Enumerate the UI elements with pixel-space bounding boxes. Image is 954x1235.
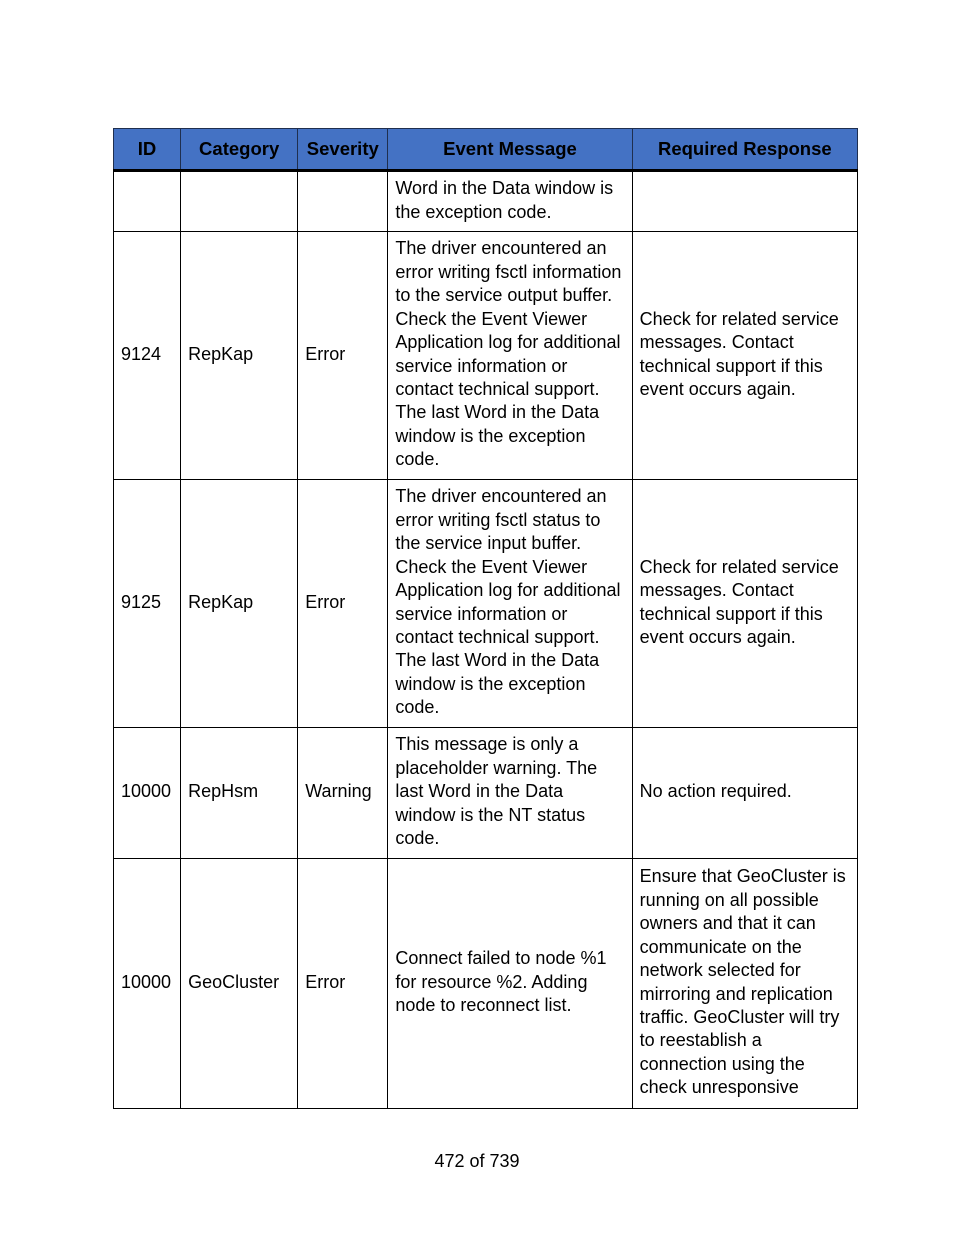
page-number: 472 of 739: [434, 1151, 520, 1171]
table-row: [114, 859, 858, 1109]
header-category: Category: [181, 129, 298, 171]
cell-severity: Error: [298, 859, 388, 1109]
header-severity: Severity: [298, 129, 388, 171]
table-header-row: [114, 129, 858, 171]
cell-required-response: [632, 171, 857, 232]
cell-id: 9125: [114, 480, 181, 728]
table-row: [114, 232, 858, 480]
cell-category: GeoCluster: [181, 859, 298, 1109]
cell-id: 10000: [114, 859, 181, 1109]
table-row: [114, 728, 858, 859]
cell-event-message: Word in the Data window is the exception code.: [388, 171, 632, 232]
cell-event-message: The driver encountered an error writing fsctl information to the service output buffer. Check the Event Viewer Application log for additional service information or contact technical support. The last Word in the Data window is the exception code.: [388, 232, 632, 480]
cell-event-message: The driver encountered an error writing fsctl status to the service input buffer. Check the Event Viewer Application log for additional service information or contact technical support. The last Word in the Data window is the exception code.: [388, 480, 632, 728]
event-messages-table: [113, 128, 858, 1109]
cell-event-message: Connect failed to node %1 for resource %2. Adding node to reconnect list.: [388, 859, 632, 1109]
cell-severity: Error: [298, 480, 388, 728]
cell-required-response: Ensure that GeoCluster is running on all possible owners and that it can communicate on the network selected for mirroring and replication traffic. GeoCluster will try to reestablish a connection using the check unresponsive: [632, 859, 857, 1109]
cell-id: [114, 171, 181, 232]
cell-required-response: No action required.: [632, 728, 857, 859]
header-event-message: Event Message: [388, 129, 632, 171]
cell-category: [181, 171, 298, 232]
cell-id: 9124: [114, 232, 181, 480]
cell-severity: [298, 171, 388, 232]
cell-required-response: Check for related service messages. Contact technical support if this event occurs again.: [632, 232, 857, 480]
cell-severity: Error: [298, 232, 388, 480]
cell-category: RepHsm: [181, 728, 298, 859]
cell-event-message: This message is only a placeholder warning. The last Word in the Data window is the NT status code.: [388, 728, 632, 859]
table-row: [114, 171, 858, 232]
cell-category: RepKap: [181, 480, 298, 728]
cell-id: 10000: [114, 728, 181, 859]
cell-required-response: Check for related service messages. Contact technical support if this event occurs again.: [632, 480, 857, 728]
table-row: [114, 480, 858, 728]
cell-severity: Warning: [298, 728, 388, 859]
cell-category: RepKap: [181, 232, 298, 480]
header-id: ID: [114, 129, 181, 171]
header-required-response: Required Response: [632, 129, 857, 171]
